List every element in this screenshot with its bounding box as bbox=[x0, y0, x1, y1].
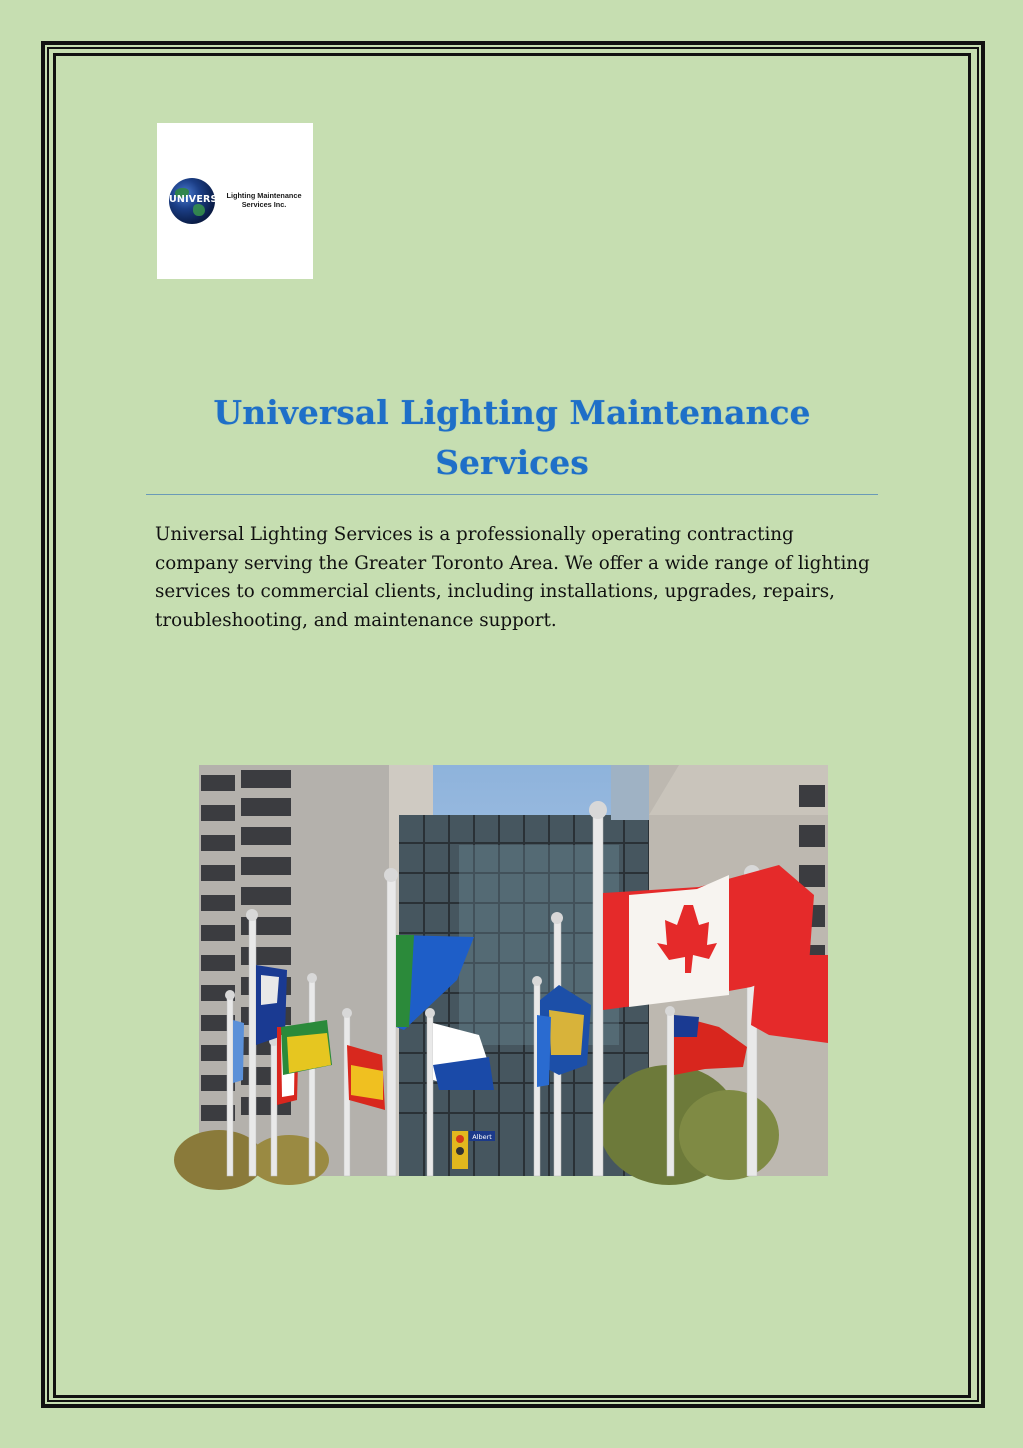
logo-globe-text: UNIVERSAL bbox=[169, 194, 232, 205]
page-title: Universal Lighting Maintenance Services bbox=[213, 393, 811, 482]
globe-icon bbox=[169, 178, 232, 224]
company-description: Universal Lighting Services is a professionally operating contracting company serving the Greater Toronto Area. We offer a wide range of lighting services to commercial clients, including installations, upgrades, repairs, troubleshooting, and maintenance support. bbox=[155, 524, 870, 631]
logo-company-line2: Services Inc. bbox=[241, 200, 287, 209]
street-sign-text: Albert bbox=[472, 1133, 492, 1141]
logo-company-name bbox=[219, 191, 309, 209]
company-logo bbox=[157, 123, 313, 279]
title-divider bbox=[146, 494, 878, 495]
flags-photo bbox=[199, 765, 828, 1176]
logo-company-line1: Lighting Maintenance bbox=[226, 191, 302, 200]
